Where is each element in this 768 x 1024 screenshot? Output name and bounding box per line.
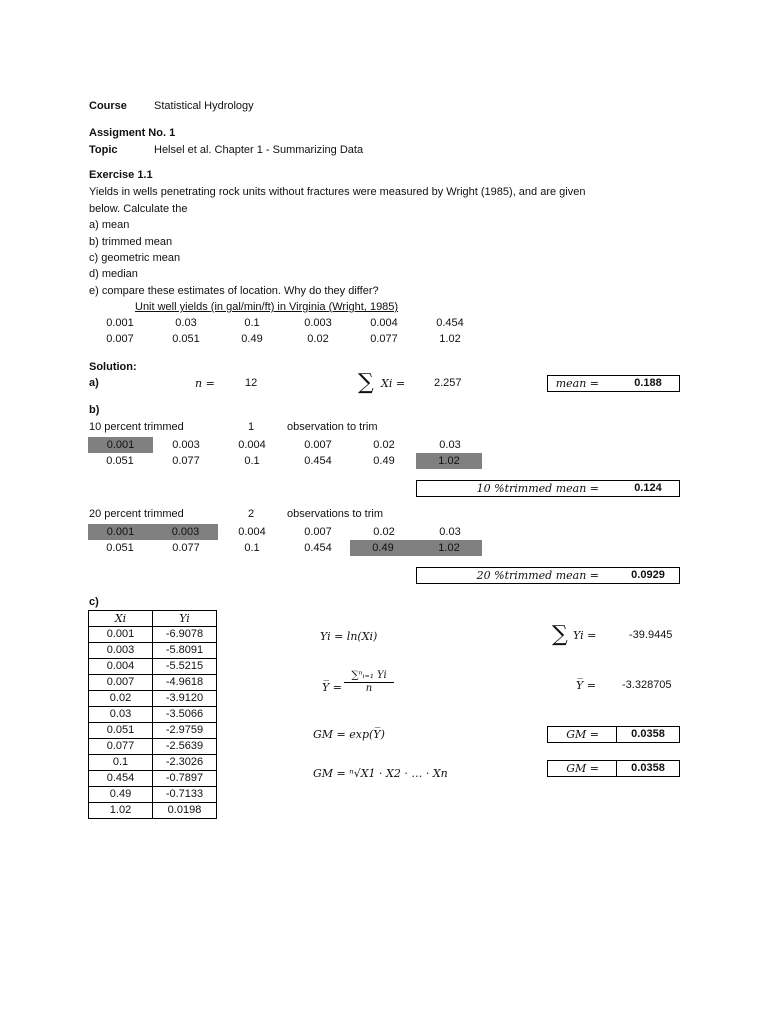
t20-count: 2 xyxy=(248,508,255,520)
yi-cell: -0.7133 xyxy=(153,787,217,803)
trimmed-cell: 0.49 xyxy=(350,540,416,556)
yi-cell: -2.5639 xyxy=(153,739,217,755)
trimmed-cell: 0.003 xyxy=(153,524,218,540)
sum-yi-label: Yi = xyxy=(573,629,597,642)
sum-xi-value: 2.257 xyxy=(434,377,462,389)
t20-note: observations to trim xyxy=(287,508,383,520)
table-cell: 0.02 xyxy=(373,439,395,451)
t10-result-label: 10 %trimmed mean = xyxy=(476,482,599,495)
table-cell: 0.49 xyxy=(241,333,263,345)
xi-cell: 0.077 xyxy=(89,739,153,755)
gm-root-equation: GM = ⁿ√X1 · X2 · … · Xn xyxy=(313,767,448,780)
ybar-lhs: Y̅ = xyxy=(322,681,342,694)
gm2-result-box xyxy=(547,760,680,777)
table-cell: 0.454 xyxy=(304,455,332,467)
t10-result-box xyxy=(416,480,680,497)
table-cell: 0.077 xyxy=(172,542,200,554)
ybar-fraction xyxy=(344,670,394,694)
exercise-text-line2: below. Calculate the xyxy=(89,203,188,215)
ybar-numerator: ∑ⁿᵢ₌₁ Yi xyxy=(344,670,394,683)
table-row xyxy=(89,643,217,659)
sum-yi-value: -39.9445 xyxy=(629,629,673,641)
ybar-value: -3.328705 xyxy=(622,679,672,691)
xi-header: Xi xyxy=(89,611,153,627)
table-cell: 0.007 xyxy=(304,439,332,451)
course-label: Course xyxy=(89,100,127,112)
solution-title: Solution: xyxy=(89,361,137,373)
table-row xyxy=(89,803,217,819)
gm2-value: 0.0358 xyxy=(616,761,679,776)
table-cell: 0.1 xyxy=(244,317,260,329)
table-cell: 0.003 xyxy=(304,317,332,329)
xi-cell: 0.003 xyxy=(89,643,153,659)
part-b-label: b) xyxy=(89,404,100,416)
yields-table-title: Unit well yields (in gal/min/ft) in Virginia (Wright, 1985) xyxy=(135,301,399,313)
gm1-value: 0.0358 xyxy=(616,727,679,742)
ybar-label: Y̅ = xyxy=(576,679,596,692)
t10-label: 10 percent trimmed xyxy=(89,421,184,433)
xi-cell: 0.001 xyxy=(89,627,153,643)
table-cell: 0.03 xyxy=(439,439,461,451)
table-cell: 0.051 xyxy=(172,333,200,345)
yi-cell: 0.0198 xyxy=(153,803,217,819)
table-cell: 0.003 xyxy=(172,439,200,451)
table-cell: 0.1 xyxy=(244,542,260,554)
gm1-label: GM = xyxy=(566,728,599,741)
table-cell: 0.03 xyxy=(175,317,197,329)
trimmed-cell: 0.001 xyxy=(88,524,153,540)
xi-yi-table xyxy=(88,610,217,819)
table-row xyxy=(89,771,217,787)
table-header-row xyxy=(89,611,217,627)
gm1-result-box xyxy=(547,726,680,743)
xi-cell: 0.1 xyxy=(89,755,153,771)
xi-cell: 0.49 xyxy=(89,787,153,803)
xi-cell: 0.004 xyxy=(89,659,153,675)
xi-cell: 0.03 xyxy=(89,707,153,723)
table-cell: 0.03 xyxy=(439,526,461,538)
task-a: a) mean xyxy=(89,219,130,231)
part-a-label: a) xyxy=(89,377,99,389)
table-row xyxy=(89,627,217,643)
table-cell: 0.007 xyxy=(106,333,134,345)
sigma-icon: ∑ xyxy=(358,370,374,395)
gm2-label: GM = xyxy=(566,762,599,775)
mean-result-box xyxy=(547,375,680,392)
trimmed-cell: 1.02 xyxy=(416,540,482,556)
yi-header: Yi xyxy=(153,611,217,627)
table-cell: 0.001 xyxy=(106,317,134,329)
yi-equation: Yi = ln(Xi) xyxy=(320,630,378,643)
mean-value: 0.188 xyxy=(634,377,662,389)
table-row xyxy=(89,755,217,771)
sigma-icon: ∑ xyxy=(552,622,568,647)
ybar-denominator: n xyxy=(365,683,373,694)
exercise-text-line1: Yields in wells penetrating rock units without fractures were measured by Wright (1985), and are given xyxy=(89,186,586,198)
exercise-title: Exercise 1.1 xyxy=(89,169,153,181)
t10-count: 1 xyxy=(248,421,255,433)
t20-result-box xyxy=(416,567,680,584)
t20-label: 20 percent trimmed xyxy=(89,508,184,520)
mean-label: mean = xyxy=(555,377,599,390)
task-e: e) compare these estimates of location. Why do they differ? xyxy=(89,285,379,297)
yi-cell: -2.3026 xyxy=(153,755,217,771)
table-row xyxy=(89,659,217,675)
yi-cell: -4.9618 xyxy=(153,675,217,691)
yi-cell: -3.9120 xyxy=(153,691,217,707)
table-cell: 0.454 xyxy=(304,542,332,554)
table-cell: 0.051 xyxy=(106,455,134,467)
xi-cell: 0.454 xyxy=(89,771,153,787)
n-value: 12 xyxy=(245,377,258,389)
table-row xyxy=(89,675,217,691)
table-row xyxy=(89,787,217,803)
t20-result-value: 0.0929 xyxy=(631,569,665,581)
table-row xyxy=(89,707,217,723)
trimmed-cell: 1.02 xyxy=(416,453,482,469)
table-row xyxy=(89,739,217,755)
task-d: d) median xyxy=(89,268,138,280)
t10-result-value: 0.124 xyxy=(634,482,662,494)
task-c: c) geometric mean xyxy=(89,252,181,264)
trimmed-cell: 0.001 xyxy=(88,437,153,453)
table-cell: 0.454 xyxy=(436,317,464,329)
xi-cell: 0.051 xyxy=(89,723,153,739)
task-b: b) trimmed mean xyxy=(89,236,173,248)
table-cell: 0.1 xyxy=(244,455,260,467)
xi-cell: 0.007 xyxy=(89,675,153,691)
table-cell: 0.004 xyxy=(238,439,266,451)
topic-label: Topic xyxy=(89,144,118,156)
table-cell: 0.007 xyxy=(304,526,332,538)
table-cell: 0.077 xyxy=(370,333,398,345)
table-cell: 0.051 xyxy=(106,542,134,554)
table-row xyxy=(89,691,217,707)
yi-cell: -5.8091 xyxy=(153,643,217,659)
table-cell: 0.077 xyxy=(172,455,200,467)
n-label: n = xyxy=(195,377,215,390)
yi-cell: -5.5215 xyxy=(153,659,217,675)
t10-note: observation to trim xyxy=(287,421,378,433)
table-cell: 0.02 xyxy=(373,526,395,538)
gm-exp-equation: GM = exp(Y̅) xyxy=(313,728,385,741)
yi-cell: -2.9759 xyxy=(153,723,217,739)
table-cell: 0.004 xyxy=(370,317,398,329)
topic-value: Helsel et al. Chapter 1 - Summarizing Data xyxy=(154,144,364,156)
t20-result-label: 20 %trimmed mean = xyxy=(476,569,599,582)
table-cell: 0.004 xyxy=(238,526,266,538)
yi-cell: -6.9078 xyxy=(153,627,217,643)
part-c-label: c) xyxy=(89,596,99,608)
table-row xyxy=(89,723,217,739)
table-cell: 0.49 xyxy=(373,455,395,467)
sum-xi-label: Xi = xyxy=(381,377,406,390)
assignment-title: Assigment No. 1 xyxy=(89,127,176,139)
table-cell: 0.02 xyxy=(307,333,329,345)
table-cell: 1.02 xyxy=(439,333,461,345)
yi-cell: -0.7897 xyxy=(153,771,217,787)
xi-cell: 0.02 xyxy=(89,691,153,707)
yi-cell: -3.5066 xyxy=(153,707,217,723)
xi-cell: 1.02 xyxy=(89,803,153,819)
course-value: Statistical Hydrology xyxy=(154,100,254,112)
